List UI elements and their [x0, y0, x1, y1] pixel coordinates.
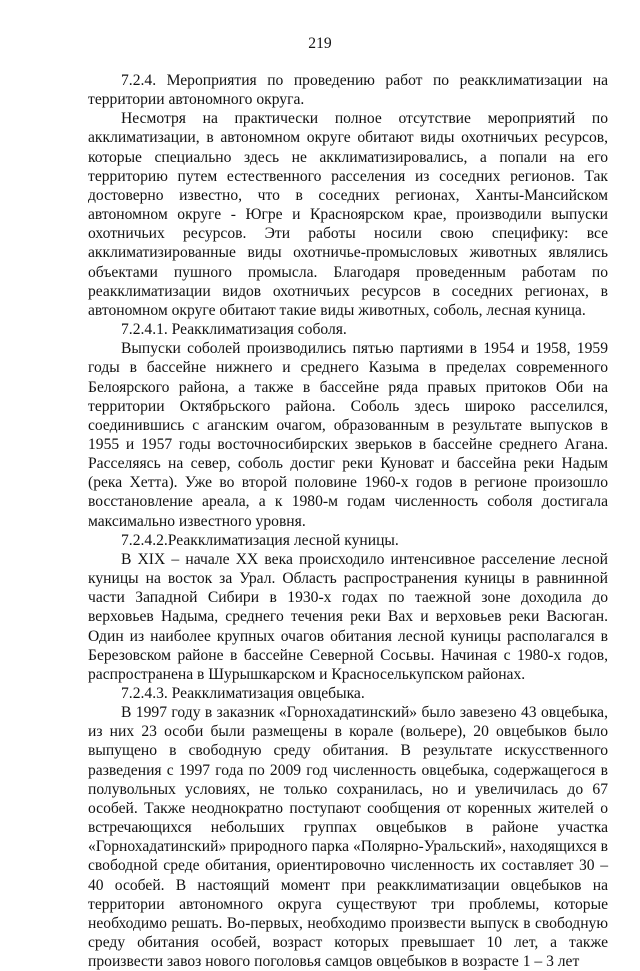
section-heading-7-2-4: 7.2.4. Мероприятия по проведению работ по реакклиматизации на территории автономного округа. — [88, 72, 608, 109]
paragraph-intro: Несмотря на практически полное отсутствие мероприятий по акклиматизации, в автономном округе обитают виды охотничьих ресурсов, которые специально здесь не акклиматизировались, а попали на его территорию путем естественного расселения из соседних регионов. Так достоверно известно, что в соседних регионах, Ханты-Мансийском автономном округе - Югре и Красноярском крае, производили выпуски охотничьих ресурсов. Эти работы носили свою специфику: все акклиматизированные виды охотничье-промысловых животных являлись объектами пушного промысла. Благодаря проведенным работам по реакклиматизации видов охотничьих ресурсов в соседних регионах, в автономном округе обитают такие виды животных, соболь, лесная куница. — [88, 110, 608, 319]
section-heading-7-2-4-2: 7.2.4.2.Реакклиматизация лесной куницы. — [121, 531, 399, 549]
section-heading-7-2-4-3: 7.2.4.3. Реакклиматизация овцебыка. — [121, 685, 365, 702]
section-heading-7-2-4-1: 7.2.4.1. Реакклиматизация соболя. — [121, 321, 347, 339]
paragraph-sable: Выпуски соболей производились пятью партиями в 1954 и 1958, 1959 годы в бассейне нижнего и среднего Казыма в пределах современного Белоярского района, а также в бассейне ряда правых притоков Оби на территории Октябрьского района. Соболь здесь широко расселился, соединившись с аганским очагом, образованным в результате выпусков в 1955 и 1957 годы восточносибирских зверьков в бассейне среднего Агана. Расселяясь на север, соболь достиг реки Куноват и бассейна реки Надым (река Хетта). Уже во второй половине 1960-х годов в регионе произошло восстановление ареала, а к 1980-м годам численность соболя достигала максимально известного уровня. — [88, 340, 608, 530]
paragraph-muskox: В 1997 году в заказник «Горнохадатинский» было завезено 43 овцебыка, из них 23 особи были размещены в корале (вольере), 20 овцебыков было выпущено в свободную среду обитания. В результате искусственного разведения с 1997 года по 2009 год численность овцебыка, содержащегося в полувольных условиях, не только сохранилась, но и увеличилась до 67 особей. Также неоднократно поступают сообщения от коренных жителей о встречающихся небольших группах овцебыков в районе участка «Горнохадатинский» природного парка «Полярно-Уральский», находящихся в свободной среде обитания, ориентировочно численность их составляет 30 – 40 особей. В настоящий момент при реакклиматизации овцебыков на территории автономного округа существуют три проблемы, которые необходимо решать. Во-первых, необходимо произвести выпуск в свободную среду обитания особей, возраст которых превышает 10 лет, а также произвести завоз нового поголовья самцов овцебыков в возрасте 1 – 3 лет — [88, 704, 608, 971]
paragraph-marten: В XIX – начале XX века происходило интенсивное расселение лесной куницы на восток за Урал. Область распространения куницы в равнинной части Западной Сибири в 1930-х годах по таежной зоне доходила до верховьев Надыма, среднего течения реки Вах и верховьев реки Васюган. Один из наиболее крупных очагов обитания лесной куницы располагался в Березовском районе в бассейне Северной Сосьвы. Начиная с 1980-х годов, распространена в Шурышкарском и Красноселькупском районах. — [88, 550, 608, 683]
page-number: 219 — [308, 35, 332, 52]
body-text — [88, 71, 608, 971]
